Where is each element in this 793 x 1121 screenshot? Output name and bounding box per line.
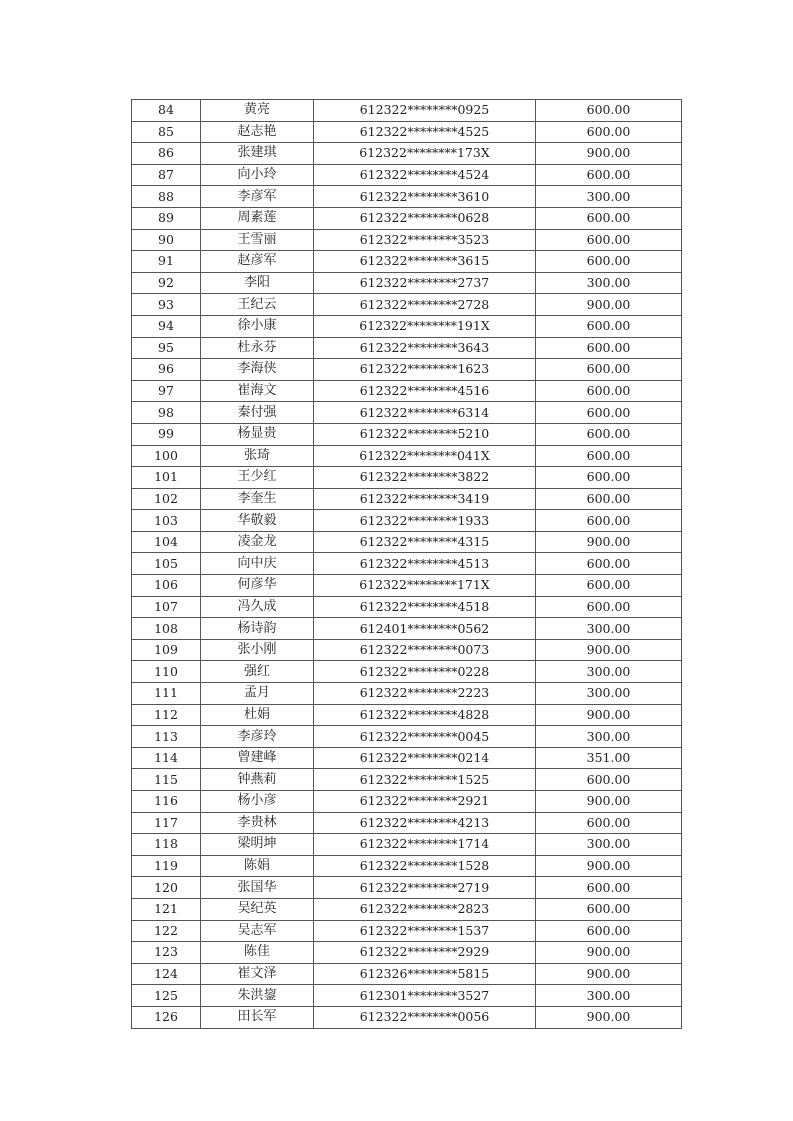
row-number: 112: [132, 704, 201, 726]
amount: 600.00: [536, 315, 682, 337]
id-number: 612322********4213: [314, 812, 536, 834]
table-row: [132, 445, 682, 467]
row-number: 94: [132, 315, 201, 337]
amount: 600.00: [536, 229, 682, 251]
table-row: [132, 898, 682, 920]
row-number: 91: [132, 251, 201, 273]
person-name: 张琦: [201, 445, 314, 467]
person-name: 杜永芬: [201, 337, 314, 359]
amount: 900.00: [536, 963, 682, 985]
id-number: 612322********3419: [314, 488, 536, 510]
table-row: [132, 315, 682, 337]
person-name: 强红: [201, 661, 314, 683]
row-number: 88: [132, 186, 201, 208]
amount: 900.00: [536, 1006, 682, 1028]
amount: 900.00: [536, 531, 682, 553]
row-number: 115: [132, 769, 201, 791]
person-name: 向中庆: [201, 553, 314, 575]
id-number: 612322********1537: [314, 920, 536, 942]
table-row: [132, 985, 682, 1007]
table-row: [132, 920, 682, 942]
person-name: 张建琪: [201, 143, 314, 165]
amount: 600.00: [536, 121, 682, 143]
id-number: 612322********191X: [314, 315, 536, 337]
person-name: 孟月: [201, 683, 314, 705]
table-row: [132, 467, 682, 489]
amount: 600.00: [536, 359, 682, 381]
row-number: 113: [132, 726, 201, 748]
id-number: 612326********5815: [314, 963, 536, 985]
id-number: 612322********0628: [314, 207, 536, 229]
person-name: 吴纪英: [201, 898, 314, 920]
row-number: 95: [132, 337, 201, 359]
amount: 600.00: [536, 510, 682, 532]
person-name: 秦付强: [201, 402, 314, 424]
person-name: 朱洪鋆: [201, 985, 314, 1007]
amount: 600.00: [536, 445, 682, 467]
row-number: 93: [132, 294, 201, 316]
row-number: 114: [132, 747, 201, 769]
row-number: 103: [132, 510, 201, 532]
id-number: 612322********1714: [314, 834, 536, 856]
table-row: [132, 510, 682, 532]
person-name: 陈佳: [201, 942, 314, 964]
row-number: 126: [132, 1006, 201, 1028]
person-name: 崔海文: [201, 380, 314, 402]
amount: 300.00: [536, 726, 682, 748]
id-number: 612322********4513: [314, 553, 536, 575]
amount: 900.00: [536, 294, 682, 316]
row-number: 119: [132, 855, 201, 877]
id-number: 612322********4518: [314, 596, 536, 618]
row-number: 122: [132, 920, 201, 942]
person-name: 华敬毅: [201, 510, 314, 532]
table-row: [132, 639, 682, 661]
amount: 300.00: [536, 683, 682, 705]
table-row: [132, 1006, 682, 1028]
table-row: [132, 143, 682, 165]
amount: 600.00: [536, 467, 682, 489]
amount: 600.00: [536, 575, 682, 597]
table-row: [132, 337, 682, 359]
id-number: 612401********0562: [314, 618, 536, 640]
row-number: 98: [132, 402, 201, 424]
amount: 900.00: [536, 791, 682, 813]
amount: 600.00: [536, 100, 682, 122]
amount: 600.00: [536, 207, 682, 229]
id-number: 612322********4525: [314, 121, 536, 143]
table-row: [132, 488, 682, 510]
person-name: 徐小康: [201, 315, 314, 337]
person-name: 杜娟: [201, 704, 314, 726]
id-number: 612322********4516: [314, 380, 536, 402]
id-number: 612322********4524: [314, 164, 536, 186]
row-number: 106: [132, 575, 201, 597]
row-number: 118: [132, 834, 201, 856]
row-number: 86: [132, 143, 201, 165]
row-number: 121: [132, 898, 201, 920]
amount: 300.00: [536, 985, 682, 1007]
id-number: 612322********4828: [314, 704, 536, 726]
id-number: 612322********041X: [314, 445, 536, 467]
person-name: 李阳: [201, 272, 314, 294]
table-row: [132, 531, 682, 553]
row-number: 120: [132, 877, 201, 899]
row-number: 123: [132, 942, 201, 964]
table-row: [132, 683, 682, 705]
table-row: [132, 251, 682, 273]
amount: 600.00: [536, 164, 682, 186]
amount: 600.00: [536, 488, 682, 510]
table-row: [132, 769, 682, 791]
amount: 600.00: [536, 553, 682, 575]
id-number: 612322********1623: [314, 359, 536, 381]
person-name: 崔文泽: [201, 963, 314, 985]
id-number: 612322********0045: [314, 726, 536, 748]
row-number: 116: [132, 791, 201, 813]
person-name: 李彦军: [201, 186, 314, 208]
id-number: 612322********0228: [314, 661, 536, 683]
table-row: [132, 359, 682, 381]
amount: 600.00: [536, 596, 682, 618]
row-number: 104: [132, 531, 201, 553]
id-number: 612322********6314: [314, 402, 536, 424]
person-name: 王雪丽: [201, 229, 314, 251]
id-number: 612322********3610: [314, 186, 536, 208]
row-number: 101: [132, 467, 201, 489]
amount: 900.00: [536, 855, 682, 877]
row-number: 92: [132, 272, 201, 294]
row-number: 105: [132, 553, 201, 575]
person-name: 杨小彦: [201, 791, 314, 813]
id-number: 612322********3822: [314, 467, 536, 489]
id-number: 612322********5210: [314, 423, 536, 445]
person-name: 凌金龙: [201, 531, 314, 553]
row-number: 90: [132, 229, 201, 251]
id-number: 612322********2929: [314, 942, 536, 964]
person-name: 张国华: [201, 877, 314, 899]
person-name: 李海侠: [201, 359, 314, 381]
amount: 600.00: [536, 402, 682, 424]
table-row: [132, 704, 682, 726]
row-number: 87: [132, 164, 201, 186]
amount: 900.00: [536, 704, 682, 726]
id-number: 612322********2737: [314, 272, 536, 294]
id-number: 612322********2728: [314, 294, 536, 316]
amount: 600.00: [536, 380, 682, 402]
person-name: 赵志艳: [201, 121, 314, 143]
row-number: 110: [132, 661, 201, 683]
person-name: 李彦玲: [201, 726, 314, 748]
row-number: 124: [132, 963, 201, 985]
table-row: [132, 423, 682, 445]
person-name: 陈娟: [201, 855, 314, 877]
amount: 600.00: [536, 877, 682, 899]
person-name: 杨诗韵: [201, 618, 314, 640]
person-name: 向小玲: [201, 164, 314, 186]
table-row: [132, 207, 682, 229]
table-row: [132, 100, 682, 122]
id-number: 612322********3643: [314, 337, 536, 359]
table-row: [132, 164, 682, 186]
id-number: 612322********2223: [314, 683, 536, 705]
person-name: 曾建峰: [201, 747, 314, 769]
table-row: [132, 553, 682, 575]
id-number: 612322********3523: [314, 229, 536, 251]
person-name: 钟燕莉: [201, 769, 314, 791]
table-row: [132, 812, 682, 834]
amount: 600.00: [536, 423, 682, 445]
amount: 300.00: [536, 186, 682, 208]
table-row: [132, 229, 682, 251]
subsidy-table: [131, 99, 682, 1029]
table-row: [132, 726, 682, 748]
amount: 900.00: [536, 639, 682, 661]
amount: 600.00: [536, 251, 682, 273]
person-name: 李奎生: [201, 488, 314, 510]
table-row: [132, 963, 682, 985]
id-number: 612322********2719: [314, 877, 536, 899]
id-number: 612322********1933: [314, 510, 536, 532]
table-row: [132, 661, 682, 683]
table-row: [132, 294, 682, 316]
id-number: 612322********0073: [314, 639, 536, 661]
row-number: 111: [132, 683, 201, 705]
table-row: [132, 855, 682, 877]
table-row: [132, 834, 682, 856]
person-name: 冯久成: [201, 596, 314, 618]
id-number: 612301********3527: [314, 985, 536, 1007]
row-number: 107: [132, 596, 201, 618]
person-name: 张小刚: [201, 639, 314, 661]
amount: 900.00: [536, 143, 682, 165]
table-row: [132, 877, 682, 899]
id-number: 612322********173X: [314, 143, 536, 165]
table-row: [132, 747, 682, 769]
table-row: [132, 942, 682, 964]
id-number: 612322********0925: [314, 100, 536, 122]
person-name: 田长军: [201, 1006, 314, 1028]
row-number: 89: [132, 207, 201, 229]
table-row: [132, 186, 682, 208]
person-name: 杨显贵: [201, 423, 314, 445]
table-row: [132, 791, 682, 813]
amount: 300.00: [536, 834, 682, 856]
table-row: [132, 121, 682, 143]
person-name: 王少红: [201, 467, 314, 489]
table-row: [132, 380, 682, 402]
row-number: 102: [132, 488, 201, 510]
row-number: 117: [132, 812, 201, 834]
row-number: 97: [132, 380, 201, 402]
person-name: 何彦华: [201, 575, 314, 597]
id-number: 612322********1528: [314, 855, 536, 877]
table-row: [132, 272, 682, 294]
person-name: 周素莲: [201, 207, 314, 229]
table-row: [132, 402, 682, 424]
amount: 300.00: [536, 661, 682, 683]
amount: 600.00: [536, 337, 682, 359]
amount: 300.00: [536, 272, 682, 294]
id-number: 612322********171X: [314, 575, 536, 597]
row-number: 99: [132, 423, 201, 445]
id-number: 612322********3615: [314, 251, 536, 273]
id-number: 612322********0214: [314, 747, 536, 769]
row-number: 100: [132, 445, 201, 467]
person-name: 赵彦军: [201, 251, 314, 273]
person-name: 李贵林: [201, 812, 314, 834]
person-name: 黄亮: [201, 100, 314, 122]
person-name: 梁明坤: [201, 834, 314, 856]
row-number: 96: [132, 359, 201, 381]
amount: 300.00: [536, 618, 682, 640]
amount: 600.00: [536, 769, 682, 791]
amount: 600.00: [536, 920, 682, 942]
row-number: 84: [132, 100, 201, 122]
row-number: 85: [132, 121, 201, 143]
table-row: [132, 618, 682, 640]
amount: 600.00: [536, 812, 682, 834]
table-row: [132, 575, 682, 597]
row-number: 125: [132, 985, 201, 1007]
row-number: 108: [132, 618, 201, 640]
id-number: 612322********2921: [314, 791, 536, 813]
id-number: 612322********4315: [314, 531, 536, 553]
table-body: [132, 100, 682, 1029]
table-row: [132, 596, 682, 618]
id-number: 612322********1525: [314, 769, 536, 791]
id-number: 612322********0056: [314, 1006, 536, 1028]
person-name: 吴志军: [201, 920, 314, 942]
id-number: 612322********2823: [314, 898, 536, 920]
amount: 900.00: [536, 942, 682, 964]
amount: 600.00: [536, 898, 682, 920]
row-number: 109: [132, 639, 201, 661]
amount: 351.00: [536, 747, 682, 769]
person-name: 王纪云: [201, 294, 314, 316]
